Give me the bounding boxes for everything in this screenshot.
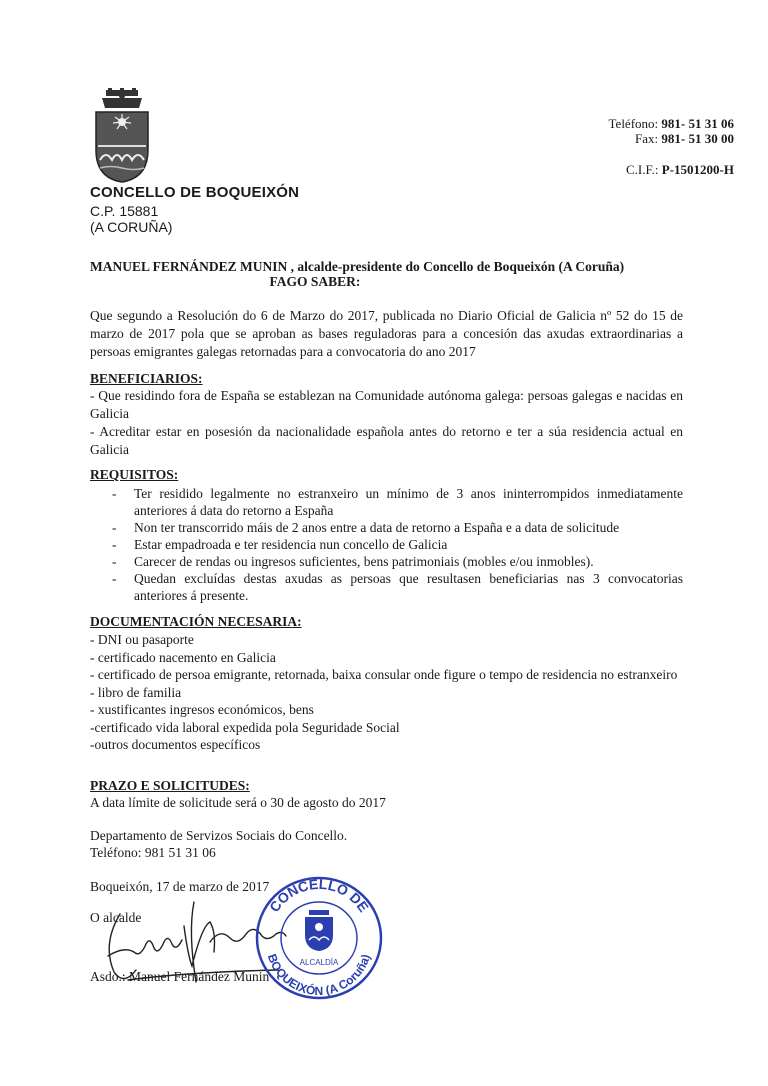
prazo-heading: PRAZO E SOLICITUDES: xyxy=(90,778,250,793)
place-date: Boqueixón, 17 de marzo de 2017 xyxy=(90,879,270,894)
documentacion-item: -certificado vida laboral expedida pola Seguridade Social xyxy=(90,719,400,735)
documentacion-item: - xustificantes ingresos económicos, bens xyxy=(90,702,314,717)
document-title: MANUEL FERNÁNDEZ MUNIN , alcalde-presidente do Concello de Boqueixón (A Coruña) xyxy=(90,259,625,274)
signer-role: O alcalde xyxy=(90,910,142,925)
cif-line xyxy=(626,162,734,178)
signer-name: Asdo.: Manuel Fernández Munin xyxy=(90,969,270,984)
fax-value: 981- 51 30 00 xyxy=(661,131,734,146)
beneficiarios-heading: BENEFICIARIOS: xyxy=(90,371,203,386)
province: (A CORUÑA) xyxy=(90,219,173,235)
seal-text-center: ALCALDÍA xyxy=(299,958,339,967)
cif-label: C.I.F.: xyxy=(625,162,659,177)
department-contact xyxy=(90,827,347,861)
requisitos-item: - Carecer de rendas ou ingresos suficientes, bens patrimoniais (mobles e/ou inmobles). xyxy=(90,553,683,570)
postal-code: C.P. 15881 xyxy=(90,203,159,219)
documentacion-item: -outros documentos específicos xyxy=(90,737,261,752)
coat-of-arms-icon xyxy=(86,88,158,184)
documentacion-item: - libro de familia xyxy=(90,684,182,700)
requisitos-heading: REQUISITOS: xyxy=(90,467,179,482)
cif-value: P-1501200-H xyxy=(661,162,734,177)
phone-label: Teléfono: xyxy=(608,116,659,131)
documentacion-list xyxy=(90,631,683,754)
requisitos-item: - Quedan excluídas destas axudas as persoas que resultasen beneficiarias nas 3 convocatorias anteriores á presente. xyxy=(90,570,683,604)
intro-paragraph: Que segundo a Resolución do 6 de Marzo do 2017, publicada no Diario Oficial de Galicia nº 52 do 15 de marzo de 2017 pola que se aproban as bases reguladoras para a concesión das axudas extraordinarias a persoas emigrantes galegas retornadas para a convocatoria do ano 2017 xyxy=(90,308,683,359)
beneficiarios-item: - Acreditar estar en posesión da nacionalidade española antes do retorno e ter a súa residencia actual en Galicia xyxy=(90,424,683,457)
fago-saber: FAGO SABER: xyxy=(269,274,361,289)
org-name: CONCELLO DE BOQUEIXÓN xyxy=(90,184,300,201)
documentacion-item: - DNI ou pasaporte xyxy=(90,632,194,647)
requisitos-item: - Estar empadroada e ter residencia nun concello de Galicia xyxy=(90,536,683,553)
documentacion-heading: DOCUMENTACIÓN NECESARIA: xyxy=(90,614,302,629)
seal-text-top: CONCELLO DE xyxy=(265,875,373,915)
requisitos-list xyxy=(90,485,683,604)
phone-line xyxy=(609,116,734,132)
phone-value: 981- 51 31 06 xyxy=(661,116,734,131)
department-phone: Teléfono: 981 51 31 06 xyxy=(90,845,216,860)
requisitos-item: - Ter residido legalmente no estranxeiro un mínimo de 3 anos ininterrompidos inmediatamente anteriores á data do retorno a España xyxy=(90,485,683,519)
fax-line xyxy=(635,131,734,147)
fax-label: Fax: xyxy=(635,131,659,146)
requisitos-item: - Non ter transcorrido máis de 2 anos entre a data de retorno a España e a data de solicitude xyxy=(90,519,683,536)
beneficiarios-item: - Que residindo fora de España se establezan na Comunidade autónoma galega: persoas galegas e nacidas en Galicia xyxy=(90,388,683,421)
department-name: Departamento de Servizos Sociais do Concello. xyxy=(90,828,348,843)
beneficiarios-list xyxy=(90,387,683,459)
documentacion-item: - certificado nacemento en Galicia xyxy=(90,649,276,665)
seal-stamp-icon xyxy=(252,872,386,1002)
documentacion-item: - certificado de persoa emigrante, retornada, baixa consular onde figure o tempo de residencia no estranxeiro xyxy=(90,667,678,682)
prazo-text: A data límite de solicitude será o 30 de agosto do 2017 xyxy=(90,795,386,810)
seal-text-bottom: BOQUEIXÓN (A Coruña) xyxy=(264,952,374,999)
